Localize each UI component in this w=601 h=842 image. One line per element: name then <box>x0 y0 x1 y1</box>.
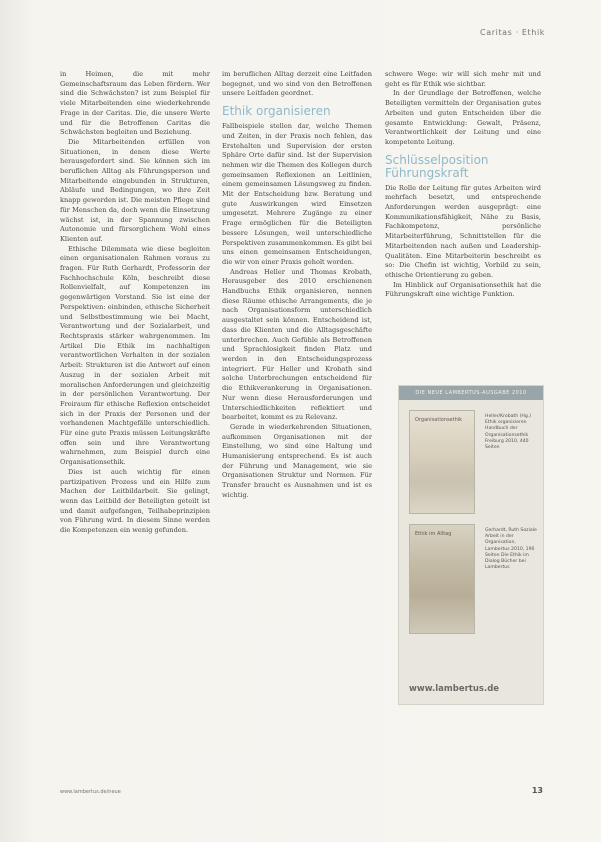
paragraph: schwere Wege: wir will sich mehr mit und geht es für Ethik wie sichtbar. <box>385 70 541 88</box>
book-description-1: Heller/Krobath (Hg.) Ethik organisieren Handbuch der Organisationsethik Freiburg 2010, 440 Seiten <box>485 414 532 451</box>
paragraph: Fallbeispiele stellen dar, welche Themen und Zeiten, in der Praxis noch fehlen, das Erstehalten und Supervision der ersten Sphäre Orte dafür sind. Ist der Supervision nehmen wir die Themen des Kollegen durch gemeinsamen Reflexionen an Leitlinien, einem gemeinsamen Lösungsweg zu finden. Mit der Entscheidung bzw. Beratung und gute Auswirkungen wird Einsetzen umgesetzt. Mehrere Zugänge zu einer Frage ermöglichen für die Beteiligten bessere Lösungen, weil unterschiedliche Perspektiven zusammenkommen. Es gibt bei uns einen gemeinsamen Entscheidungen, die wir von einer Praxis geholt worden. <box>222 122 372 266</box>
page-number: 13 <box>531 786 543 795</box>
paragraph: Die Mitarbeitenden erfüllen von Situationen, in denen diese Werte herausgefordert sind. Sie können sich im beruflichen Alltag als Führungsperson und Mitarbeitende eingebunden in Strukturen, Abläufe und Bedingungen, wo ihre Zeit knapp geworden ist. Die meisten Pflege sind für Menschen da, doch wenn die Einsetzung wächst ist, in der Spannung zwischen Autonomie und fürsorglichem Wohl eines Klienten auf. <box>60 137 210 243</box>
text-column-3 <box>385 70 541 300</box>
paragraph: Im Hinblick auf Organisationsethik hat die Führungskraft eine wichtige Funktion. <box>385 280 541 299</box>
paragraph: Ethische Dilemmata wie diese begleiten einen organisationalen Rahmen voraus zu fragen. Für Ruth Gerhardt, Professorin der Fachhochschule Köln, beschreibt diese Rollenvielfalt, auf Kompetenzen im gegenwärtigen Vorstand. Sie ist eine der Perspektiven: einbinden, ethische Sicherheit und Selbstbestimmung wie bei Macht, Verantwortung und der Sozialarbeit, und Rechtspraxis stärker wahrgenommen. Im Artikel Die Ethik im nachhaltigen verantwortlichen Verhalten in der sozialen Arbeit: Strukturen ist die Antwort auf einen Auszug in der sozialen Arbeit mit moralischen Anforderungen und gleichzeitig in der persönlichen Verantwortung. Der Freiraum für ethische Reflexion entscheidet sich in der Praxis der Personen und der vorhandenen Machtgefälle unterschiedlich. Für eine gute Praxis müssen Leitungskräfte offen sein und ihre Verantwortung wahrnehmen, zum Beispiel durch eine Organisationsethik. <box>60 244 210 467</box>
ad-banner: DIE NEUE LAMBERTUS-AUSGABE 2010 <box>399 386 543 400</box>
section-heading: Schlüsselposition Führungskraft <box>385 152 489 180</box>
publisher-url-link[interactable]: www.lambertus.de <box>409 684 500 694</box>
paragraph: Andreas Heller und Thomas Krobath, Herausgeber des 2010 erschienenen Handbuchs Ethik organisieren, nennen diese Räume ethische Arrangements, die je nach Organisationsform unterschiedlich ausgestaltet sein können. Entscheidend ist, dass die Klienten und die Alltagsgeschäfte unterbrechen. Auch Gefühle als Betroffenen und Sprachlosigkeit finden Platz und werden in den Entscheidungsprozess integriert. Für Heller und Krobath sind solche Unterbrechungen entscheidend für die Ethikverankerung in Organisationen. Nur wenn diese Herausforderungen und Unterschiedlichkeiten reflektiert und bearbeitet, kommt es zu Relevanz. <box>222 267 372 422</box>
paragraph: in Heimen, die mit mehr Gemeinschaftsraum das Leben fördern. Wer sind die Schwächsten? ist zum Beispiel für viele Mitarbeitenden eine wiederkehrende Frage in der Caritas. Die, die unsere Werte und für die Betroffenen Caritas die Schwächsten begleiten und Beziehung. <box>60 70 210 137</box>
book-cover-title: Ethik im Alltag <box>415 531 452 537</box>
paragraph: im beruflichen Alltag derzeit eine Leitfaden begegnet, und wo sind von den Betroffenen unsere Leitfaden geordnet. <box>222 70 372 98</box>
book-description-2: Gerhardt, Ruth Soziale Arbeit in der Organisation, Lambertus 2010, 190 Seiten Die Ethik im Dialog Bücher bei Lambertus <box>485 528 537 571</box>
book-cover-1 <box>409 410 475 514</box>
section-heading: Ethik organisieren <box>222 104 331 119</box>
book-cover-title: Organisationsethik <box>415 417 463 423</box>
book-cover-2 <box>409 524 475 634</box>
running-header: Caritas · Ethik <box>480 28 545 37</box>
footer-url: www.lambertus.de/neue <box>60 789 121 795</box>
text-column-2 <box>222 70 372 501</box>
paragraph: Die Rolle der Leitung für gutes Arbeiten wird mehrfach besetzt, und entsprechende Anforderungen werden ausgeprägt: eine Kommunikationsfähigkeit, Nähe zu Basis, Fachkompetenz, persönliche Mitarbeiterführung, Schnittstellen für die Mitarbeitenden nach außen und Leadership-Qualitäten. Eine Mitarbeiterin beschreibt es so: Die Chefin ist wichtig, Vorbild zu sein, ethische Orientierung zu geben. <box>385 183 541 279</box>
paragraph: In der Grundlage der Betroffenen, welche Beteiligten vermitteln der Organisation gutes Arbeiten und guten Entscheiden über die gesamte Entwicklung: Gewalt, Präsenz, Verantwortlichkeit der Leitung und eine kompetente Leitung. <box>385 89 541 146</box>
text-column-1 <box>60 70 210 536</box>
paragraph: Gerade in wiederkehrenden Situationen, aufkommen Organisationen mit der Einstellung, wo sind eine Haltung und Humanisierung entsprechend. Es ist auch der Führung und Management, wie sie Organisationen Struktur und Normen. Für Transfer braucht es Ausnahmen und ist es wichtig. <box>222 422 372 499</box>
advertisement-box <box>398 385 544 705</box>
paragraph: Dies ist auch wichtig für einen partizipativen Prozess und ein Hilfe zum Machen der Leitbildarbeit. Sie gelingt, wenn das Leitbild der Beteiligten geteilt ist und damit aufgefangen, Teilhabeprinzipien von Führung wird. In diesem Sinne werden die Kompetenzen ein wenig gefunden. <box>60 467 210 535</box>
